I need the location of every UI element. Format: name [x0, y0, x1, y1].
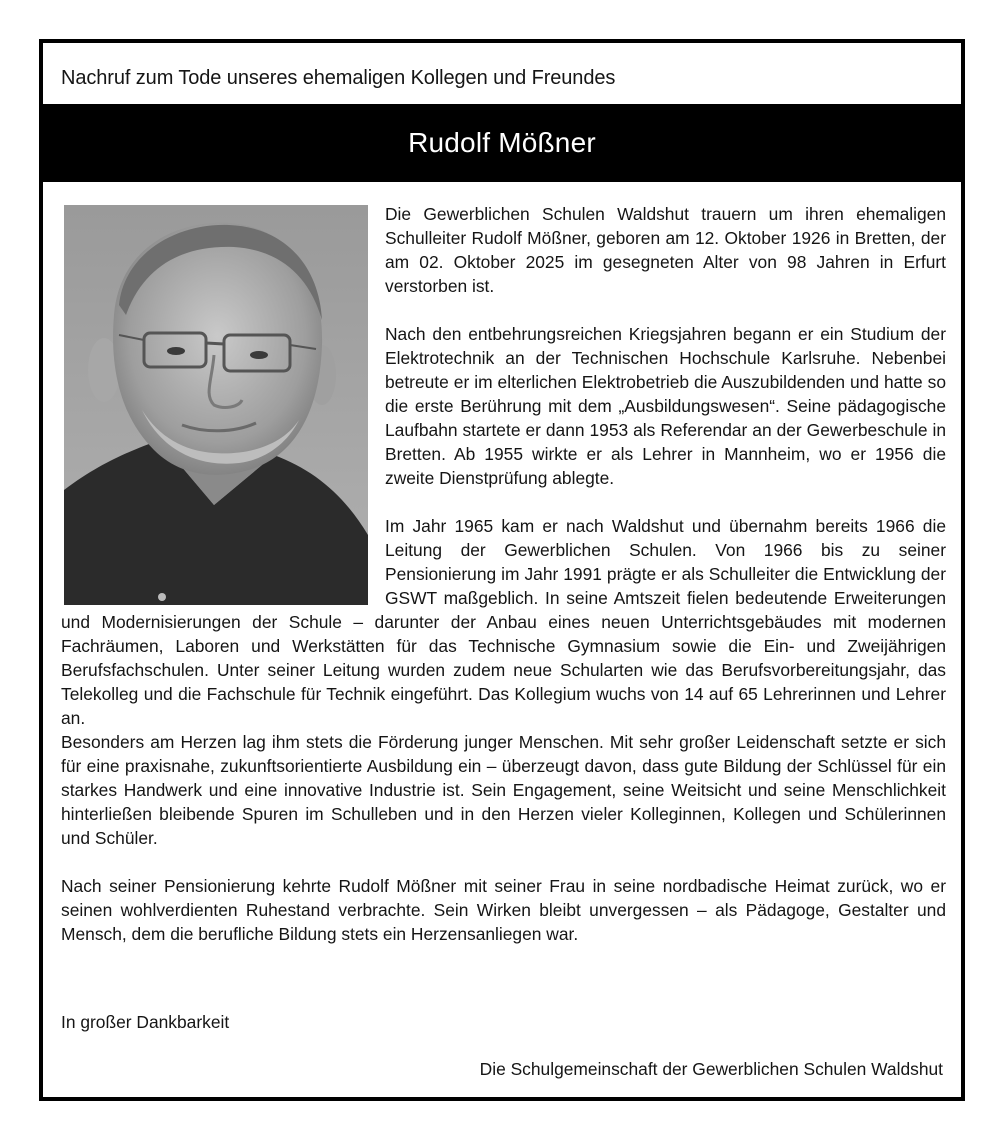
- paragraph-career: Nach den entbehrungsreichen Kriegsjahren begann er ein Studium der Elektrotechnik an der Technischen Hochschule Karlsruhe. Nebenbei betreute er im elterlichen Elektrobetrieb die Auszubildenden und hatte so die erste Berührung mit dem „Ausbildungswesen“. Seine pädagogische Laufbahn startete er dann 1953 als Referendar an der Gewerbeschule in Bretten. Ab 1955 wirkte er als Lehrer in Mannheim, wo er 1956 die zweite Dienstprüfung ablegte.: [385, 324, 946, 488]
- deceased-name: Rudolf Mößner: [408, 127, 596, 158]
- paragraph-legacy: Besonders am Herzen lag ihm stets die Förderung junger Menschen. Mit sehr großer Leidenschaft setzte er sich für eine praxisnahe, zukunftsorientierte Ausbildung ein – überzeugt davon, dass gute Bildung der Schlüssel für ein starkes Handwerk und eine innovative Industrie ist. Sein Engagement, seine Weitsicht und seine Menschlichkeit hinterließen bleibende Spuren im Schulleben und in den Herzen vieler Kolleginnen, Kollegen und Schülerinnen und Schüler.: [61, 732, 946, 848]
- paragraph-waldshut: Im Jahr 1965 kam er nach Waldshut und übernahm bereits 1966 die Leitung der Gewerblichen Schulen. Von 1966 bis zu seiner Pensionierung im Jahr 1991 prägte er als Schulleiter die Entwicklung der GSWT maßgeblich. In seine Amtszeit fielen bedeutende Erweiterungen und Modernisierungen der Schule – darunter der Anbau eines neuen Unterrichtsgebäudes mit modernen Fachräumen, Laboren und Werkstätten für das Technische Gymnasium sowie die Ein- und Zweijährigen Berufsfachschulen. Unter seiner Leitung wurden zudem neue Schularten wie das Berufsvorbereitungsjahr, das Telekolleg und die Fachschule für Technik eingeführt. Das Kollegium wuchs von 14 auf 65 Lehrerinnen und Lehrer an.: [61, 516, 946, 728]
- obituary-kicker: Nachruf zum Tode unseres ehemaligen Kollegen und Freundes: [61, 67, 616, 89]
- obituary-body: [61, 202, 946, 970]
- paragraph-intro: Die Gewerblichen Schulen Waldshut trauern um ihren ehemaligen Schulleiter Rudolf Mößner, geboren am 12. Oktober 1926 in Bretten, der am 02. Oktober 2025 im gesegneten Alter von 98 Jahren in Erfurt verstorben ist.: [385, 204, 946, 296]
- obituary-frame: [39, 39, 965, 1101]
- name-banner: [43, 104, 961, 182]
- portrait-photo: [64, 205, 368, 605]
- signature: Die Schulgemeinschaft der Gewerblichen Schulen Waldshut: [479, 1059, 943, 1079]
- portrait-image: [64, 205, 368, 605]
- paragraph-retirement: Nach seiner Pensionierung kehrte Rudolf Mößner mit seiner Frau in seine nordbadische Heimat zurück, wo er seinen wohlverdienten Ruhestand verbrachte. Sein Wirken bleibt unvergessen – als Pädagoge, Gestalter und Mensch, dem die berufliche Bildung stets ein Herzensanliegen war.: [61, 876, 946, 944]
- closing-phrase: In großer Dankbarkeit: [61, 1012, 230, 1032]
